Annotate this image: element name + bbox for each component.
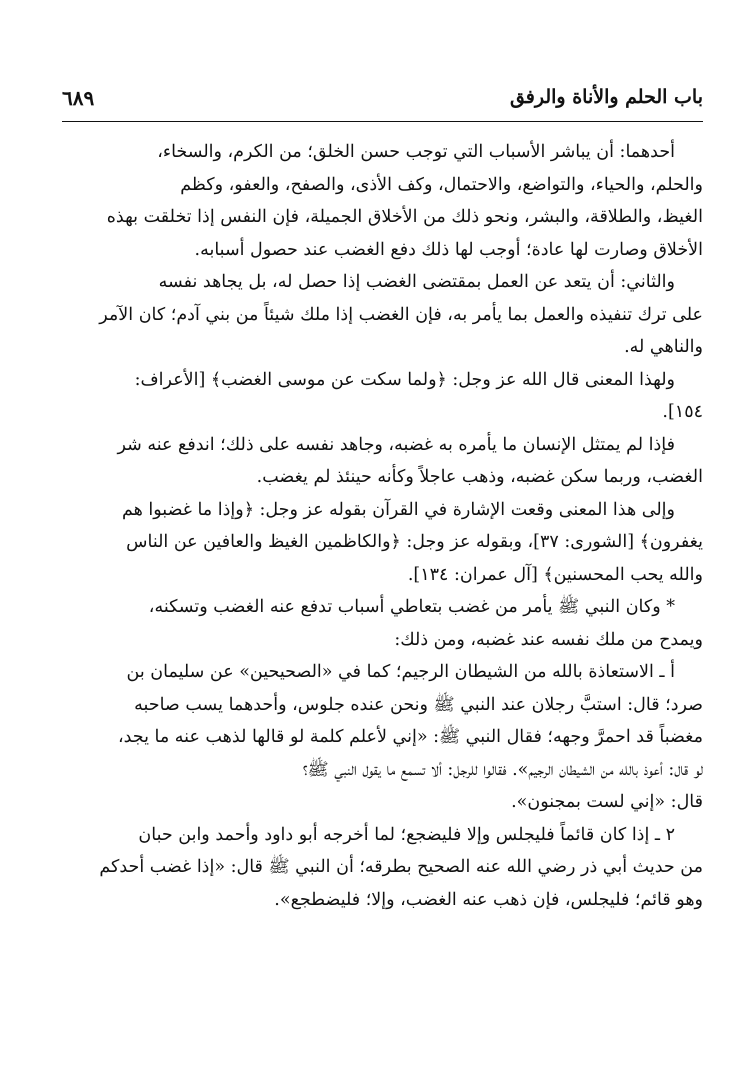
text-line: والله يحب المحسنين﴾ [آل عمران: ١٣٤]. <box>407 564 703 585</box>
text-line: صرد؛ قال: استبَّ رجلان عند النبي ﷺ ونحن عنده جلوس، وأحدهما يسب صاحبه <box>134 694 703 715</box>
text-line: يغفرون﴾ [الشورى: ٣٧]، وبقوله عز وجل: ﴿والكاظمين الغيظ والعافين عن الناس <box>126 532 703 552</box>
text-line: ١٥٤]. <box>662 402 703 422</box>
text-line: ويمدح من ملك نفسه عند غضبه، ومن ذلك: <box>394 629 703 650</box>
text-line: على ترك تنفيذه والعمل بما يأمر به، فإن الغضب إذا ملك شيئاً من بني آدم؛ كان الآمر <box>99 304 703 325</box>
text-line: والثاني: أن يتعد عن العمل بمقتضى الغضب إذا حصل له، بل يجاهد نفسه <box>158 272 675 292</box>
text-line: ولهذا المعنى قال الله عز وجل: ﴿ولما سكت عن موسى الغضب﴾ [الأعراف: <box>134 369 675 390</box>
text-line: الأخلاق وصارت لها عادة؛ أوجب لها ذلك دفع الغضب عند حصول أسبابه. <box>194 239 703 260</box>
header-rule <box>62 121 703 122</box>
text-line: لو قال: أعوذ بالله من الشيطان الرجيم». فقالوا للرجل: ألا تسمع ما يقول النبي ﷺ؟ <box>302 759 703 780</box>
page-header <box>62 82 703 116</box>
text-line: فإذا لم يمتثل الإنسان ما يأمره به غضبه، وجاهد نفسه على ذلك؛ اندفع عنه شر <box>117 434 675 455</box>
text-line: ٢ ـ إذا كان قائماً فليجلس وإلا فليضجع؛ لما أخرجه أبو داود وأحمد وابن حبان <box>138 824 675 845</box>
text-line: أ ـ الاستعاذة بالله من الشيطان الرجيم؛ كما في «الصحيحين» عن سليمان بن <box>126 662 675 682</box>
text-line: أحدهما: أن يباشر الأسباب التي توجب حسن الخلق؛ من الكرم، والسخاء، <box>157 142 675 162</box>
text-line: من حديث أبي ذر رضي الله عنه الصحيح بطرقه؛ أن النبي ﷺ قال: «إذا غضب أحدكم <box>99 857 703 877</box>
running-title: باب الحلم والأناة والرفق <box>509 86 703 108</box>
text-line: والحلم، والحياء، والتواضع، والاحتمال، وكف الأذى، والصفح، والعفو، وكظم <box>180 174 703 195</box>
text-line: مغضباً قد احمرَّ وجهه؛ فقال النبي ﷺ: «إني لأعلم كلمة لو قالها لذهب عنه ما يجد، <box>117 727 703 747</box>
text-line: وهو قائم؛ فليجلس، فإن ذهب عنه الغضب، وإلا؛ فليضطجع». <box>274 889 703 910</box>
page-number: ٦٨٩ <box>62 86 95 110</box>
text-line: وإلى هذا المعنى وقعت الإشارة في القرآن بقوله عز وجل: ﴿وإذا ما غضبوا هم <box>121 499 675 520</box>
text-line: الغضب، وربما سكن غضبه، وذهب عاجلاً وكأنه حينئذ لم يغضب. <box>256 467 703 487</box>
page-body <box>62 136 703 916</box>
text-line: والناهي له. <box>624 337 703 357</box>
text-line: * وكان النبي ﷺ يأمر من غضب بتعاطي أسباب تدفع عنه الغضب وتسكنه، <box>148 597 675 617</box>
text-line: قال: «إني لست بمجنون». <box>511 792 703 812</box>
text-line: الغيظ، والطلاقة، والبشر، ونحو ذلك من الأخلاق الجميلة، فإن النفس إذا تخلقت بهذه <box>106 207 703 227</box>
